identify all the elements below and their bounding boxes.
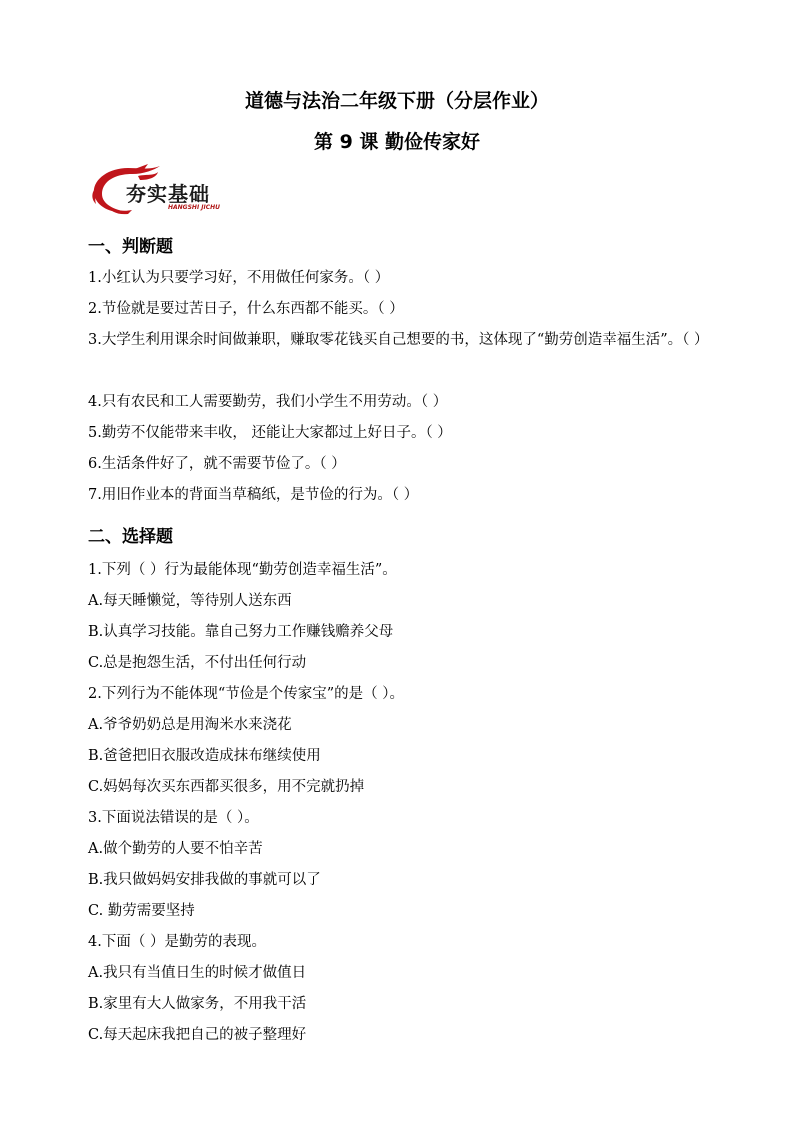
choice-line: C. 勤劳需要坚持 bbox=[88, 903, 195, 919]
choice-line: C.每天起床我把自己的被子整理好 bbox=[88, 1027, 307, 1043]
section-heading-judgement: 一、判断题 bbox=[88, 237, 173, 257]
choice-line: B.家里有大人做家务，不用我干活 bbox=[88, 996, 307, 1012]
page-title: 道德与法治二年级下册（分层作业） bbox=[244, 90, 549, 112]
judgement-item-6: 6.生活条件好了，就不需要节俭了。（ ） bbox=[88, 456, 346, 472]
choice-line: C.妈妈每次买东西都买很多，用不完就扔掉 bbox=[88, 779, 365, 795]
choice-line: 4.下面（ ）是勤劳的表现。 bbox=[88, 934, 266, 950]
choice-line: 1.下列（ ）行为最能体现“勤劳创造幸福生活”。 bbox=[88, 562, 397, 578]
judgement-item-1: 1.小红认为只要学习好，不用做任何家务。（ ） bbox=[88, 270, 390, 286]
judgement-item-2: 2.节俭就是要过苦日子，什么东西都不能买。（ ） bbox=[88, 301, 404, 317]
choice-line: B.爸爸把旧衣服改造成抹布继续使用 bbox=[88, 748, 321, 764]
choice-line: B.我只做妈妈安排我做的事就可以了 bbox=[88, 872, 321, 888]
logo-text: 夯实基础 bbox=[126, 182, 210, 206]
judgement-item-3: 3.大学生利用课余时间做兼职，赚取零花钱买自己想要的书，这体现了“勤劳创造幸福生活”。（ ） bbox=[88, 332, 709, 348]
choice-line: A.爷爷奶奶总是用淘米水来浇花 bbox=[88, 717, 292, 733]
lesson-title: 第 9 课 勤俭传家好 bbox=[313, 131, 481, 153]
logo-subtitle: HANGSHI JICHU bbox=[168, 204, 221, 211]
choice-line: A.每天睡懒觉，等待别人送东西 bbox=[88, 593, 292, 609]
judgement-item-5: 5.勤劳不仅能带来丰收， 还能让大家都过上好日子。（ ） bbox=[88, 425, 452, 441]
choice-line: 3.下面说法错误的是（ ）。 bbox=[88, 810, 259, 826]
choice-line: A.我只有当值日生的时候才做值日 bbox=[88, 965, 307, 981]
choice-line: B.认真学习技能。靠自己努力工作赚钱赡养父母 bbox=[88, 624, 394, 640]
choice-line: C.总是抱怨生活，不付出任何行动 bbox=[88, 655, 307, 671]
choice-line: A.做个勤劳的人要不怕辛苦 bbox=[88, 841, 263, 857]
choice-line: 2.下列行为不能体现“节俭是个传家宝”的是（ ）。 bbox=[88, 686, 405, 702]
section-heading-choice: 二、选择题 bbox=[88, 527, 173, 547]
section-logo bbox=[88, 164, 228, 216]
judgement-item-4: 4.只有农民和工人需要勤劳，我们小学生不用劳动。（ ） bbox=[88, 394, 448, 410]
judgement-item-7: 7.用旧作业本的背面当草稿纸，是节俭的行为。（ ） bbox=[88, 487, 419, 503]
